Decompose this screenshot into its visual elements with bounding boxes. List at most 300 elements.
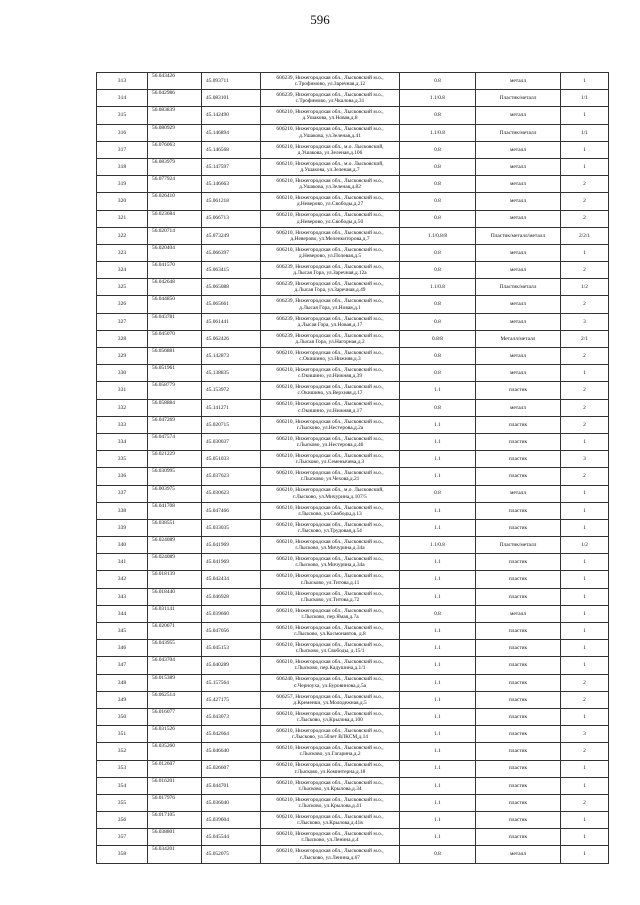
address-line-1: 606210, Нижегородская обл., м.о. Лысковский, [276,160,384,167]
row-number-cell: 337 [97,485,148,502]
table-row [97,279,609,296]
address-cell [261,640,400,657]
material-cell: металл [476,605,561,622]
longitude-cell: 45.063415 [202,262,261,279]
latitude-cell: 56.043426 [148,73,202,90]
address-line-2: г.Лысково, ул.Гагарина,д.2 [299,751,361,758]
latitude-cell: 56.077924 [148,176,202,193]
address-line-2: с.Трофимово, ул.Чкалова,д.31 [295,98,365,105]
longitude-cell: 45.044701 [202,777,261,794]
longitude-cell: 45.047466 [202,502,261,519]
table-row [97,554,609,571]
address-line-2: д.Неверово, ул.Свободы,д.50 [296,218,364,225]
row-number-cell: 334 [97,433,148,450]
longitude-cell: 45.033035 [202,519,261,536]
table-row [97,296,609,313]
latitude-cell: 56.058884 [148,399,202,416]
latitude-cell: 56.083839 [148,107,202,124]
address-line-1: 606210, Нижегородская обл., м.о. Лысковский, [276,487,384,494]
table-row [97,141,609,158]
address-cell [261,279,400,296]
count-cell: 1 [561,73,609,90]
count-cell: 1 [561,657,609,674]
longitude-cell: 45.066713 [202,210,261,227]
volume-cell: 1.1 [400,726,476,743]
row-number-cell: 330 [97,365,148,382]
volume-cell: 0.8 [400,210,476,227]
volume-cell: 1.1 [400,691,476,708]
table-row [97,124,609,141]
address-line-1: 606210, Нижегородская обл., Лысковский м.о., [276,710,384,717]
row-number-cell: 348 [97,674,148,691]
latitude-cell: 56.024089 [148,554,202,571]
volume-cell: 1.1 [400,812,476,829]
material-cell: металл [476,193,561,210]
latitude-cell: 56.041708 [148,502,202,519]
longitude-cell: 45.041969 [202,554,261,571]
table-row [97,193,609,210]
address-line-1: 606210, Нижегородская обл., Лысковский м.о., [276,349,384,356]
table-row [97,365,609,382]
count-cell: 2 [561,468,609,485]
address-line-2: г.Лысково, ул.Коминтерна,д.18 [294,768,366,775]
count-cell: 2 [561,176,609,193]
address-cell [261,176,400,193]
address-cell [261,451,400,468]
longitude-cell: 45.041969 [202,537,261,554]
longitude-cell: 45.065661 [202,296,261,313]
latitude-cell: 56.042648 [148,279,202,296]
count-cell: 2 [561,416,609,433]
address-cell [261,124,400,141]
table-row [97,777,609,794]
address-line-2: г.Лысково, ул.Нестерова,д.2а [296,424,364,431]
address-line-2: г.Лысково, ул.Мичурина,д.107/5 [293,493,367,500]
table-row [97,708,609,725]
count-cell: 1 [561,141,609,158]
volume-cell: 1.1 [400,708,476,725]
latitude-cell: 56.020404 [148,244,202,261]
table-row [97,451,609,468]
address-cell [261,502,400,519]
count-cell: 2 [561,210,609,227]
address-line-2: г.Лысково, ул.Чехова,д.21 [300,476,360,483]
row-number-cell: 347 [97,657,148,674]
table-row [97,537,609,554]
address-cell [261,416,400,433]
address-cell [261,605,400,622]
address-cell [261,537,400,554]
longitude-cell: 45.141271 [202,399,261,416]
volume-cell: 0.8 [400,846,476,863]
material-cell: металл [476,348,561,365]
count-cell: 2/2/1 [561,227,609,244]
row-number-cell: 316 [97,124,148,141]
volume-cell: 1.1 [400,416,476,433]
address-line-1: 606240, Нижегородская обл., Лысковский м.о., [276,676,384,683]
longitude-cell: 45.045544 [202,829,261,846]
count-cell: 1 [561,777,609,794]
material-cell: пластик [476,726,561,743]
address-cell [261,708,400,725]
latitude-cell: 56.056881 [148,348,202,365]
count-cell: 1 [561,760,609,777]
address-line-1: 606210, Нижегородская обл., Лысковский м.о., [276,607,384,614]
volume-cell: 1.1 [400,743,476,760]
table-row [97,90,609,107]
address-line-1: 606210, Нижегородская обл., Лысковский м.о., [276,384,384,391]
volume-cell: 1.1 [400,640,476,657]
address-cell [261,846,400,863]
address-cell [261,829,400,846]
table-row [97,829,609,846]
material-cell: металл [476,141,561,158]
row-number-cell: 323 [97,244,148,261]
latitude-cell: 56.041570 [148,262,202,279]
address-line-1: 606210, Нижегородская обл., Лысковский м.о., [276,109,384,116]
address-line-2: д.Лысая Гора, ул.Нагорная,д.2 [295,338,365,345]
latitude-cell: 56.017105 [148,812,202,829]
table-row [97,657,609,674]
longitude-cell: 45.146663 [202,176,261,193]
table-row [97,485,609,502]
volume-cell: 1.1/0.8 [400,90,476,107]
latitude-cell: 56.058779 [148,382,202,399]
address-line-1: 606210, Нижегородская обл., Лысковский м.о., [276,521,384,528]
address-cell [261,90,400,107]
volume-cell: 1.1 [400,760,476,777]
count-cell: 2 [561,296,609,313]
address-line-2: д.Ушакова, ул.Зеленая,д.106 [297,149,363,156]
latitude-cell: 56.043704 [148,657,202,674]
latitude-cell: 56.031141 [148,605,202,622]
material-cell: пластик [476,554,561,571]
address-line-1: 606210, Нижегородская обл., Лысковский м.о., [276,573,384,580]
table-row [97,73,609,90]
count-cell: 1/1 [561,124,609,141]
row-number-cell: 340 [97,537,148,554]
row-number-cell: 349 [97,691,148,708]
address-line-2: г.Лысково, ул.50лет ВЛКСМ,д.14 [292,734,368,741]
count-cell: 2 [561,691,609,708]
count-cell: 1 [561,433,609,450]
row-number-cell: 329 [97,348,148,365]
material-cell: Пластик/металл [476,90,561,107]
volume-cell: 0.8 [400,244,476,261]
table-row [97,262,609,279]
latitude-cell: 56.021229 [148,451,202,468]
latitude-cell: 56.018440 [148,588,202,605]
address-line-2: с.Окишино, ул.Нижняя,д.17 [297,407,363,414]
row-number-cell: 357 [97,829,148,846]
latitude-cell: 56.076063 [148,141,202,158]
volume-cell: 0.8 [400,485,476,502]
latitude-cell: 56.062514 [148,691,202,708]
address-line-1: 606210, Нижегородская обл., Лысковский м.о., [276,659,384,666]
table-row [97,330,609,347]
count-cell: 2 [561,674,609,691]
address-cell [261,262,400,279]
page-number: 596 [310,12,330,27]
latitude-cell: 56.023684 [148,210,202,227]
latitude-cell: 56.035260 [148,743,202,760]
address-line-2: д.Ушакова, ул.Зеленая,д.82 [299,184,361,191]
row-number-cell: 336 [97,468,148,485]
address-line-2: г.Лысково, ул.Крылова,д.34 [298,785,362,792]
row-number-cell: 327 [97,313,148,330]
table-row [97,244,609,261]
table-row [97,640,609,657]
address-line-2: д.Неверово, ул.Полевая,д.5 [298,252,362,259]
material-cell: металл [476,485,561,502]
material-cell: пластик [476,829,561,846]
address-line-1: 606210, Нижегородская обл., Лысковский м.о., [276,642,384,649]
latitude-cell: 56.038551 [148,519,202,536]
address-line-1: 606210, Нижегородская обл., Лысковский м.о., [276,470,384,477]
row-number-cell: 356 [97,812,148,829]
latitude-cell: 56.012607 [148,760,202,777]
latitude-cell: 56.047574 [148,433,202,450]
latitude-cell: 56.042986 [148,90,202,107]
count-cell: 1 [561,365,609,382]
count-cell: 1 [561,519,609,536]
longitude-cell: 45.051033 [202,451,261,468]
latitude-cell: 56.031526 [148,726,202,743]
address-line-1: 606210, Нижегородская обл., Лысковский м.о., [276,178,384,185]
volume-cell: 0.8 [400,193,476,210]
latitude-cell: 56.018139 [148,571,202,588]
row-number-cell: 325 [97,279,148,296]
address-line-2: д.Неверово, ул.Меленкиторова,д.7 [290,235,370,242]
longitude-cell: 45.045153 [202,640,261,657]
material-cell: пластик [476,794,561,811]
longitude-cell: 45.066397 [202,244,261,261]
latitude-cell: 56.015389 [148,674,202,691]
latitude-cell: 56.016201 [148,777,202,794]
address-line-2: с.Окишино, ул.Верхняя,д.17 [297,390,363,397]
address-line-1: 606210, Нижегородская обл., Лысковский м.о., [276,195,384,202]
material-cell: пластик [476,743,561,760]
row-number-cell: 354 [97,777,148,794]
volume-cell: 1.1 [400,502,476,519]
address-line-2: с.Окишино, ул.Нижняя,д.39 [297,373,363,380]
table-row [97,382,609,399]
address-line-2: д.Ушакова, ул.Зеленая,д.41 [299,132,361,139]
table-row [97,605,609,622]
address-line-2: г.Лысково, пер.Ямая,д.7а [301,613,359,620]
address-line-2: г.Лысково, ул.Мичурина,д.34а [295,545,365,552]
table-row [97,691,609,708]
table-row [97,433,609,450]
table-row [97,416,609,433]
address-line-2: г.Лысково, ул.Крылова,д.41 [298,802,362,809]
volume-cell: 1.1 [400,571,476,588]
material-cell: пластик [476,588,561,605]
table-row [97,588,609,605]
address-line-2: с.Окишино, ул.Нижняя,д.3 [299,356,361,363]
address-cell [261,554,400,571]
table-row [97,571,609,588]
material-cell: металл [476,244,561,261]
volume-cell: 1.1 [400,519,476,536]
material-cell: металл [476,107,561,124]
material-cell: пластик [476,519,561,536]
address-cell [261,519,400,536]
address-line-2: г.Лысково, ул.Крылова,д.100 [297,717,363,724]
count-cell: 2 [561,399,609,416]
address-line-1: 606210, Нижегородская обл., Лысковский м.о., [276,796,384,803]
material-cell: металл [476,365,561,382]
longitude-cell: 45.036040 [202,794,261,811]
material-cell: Пластик/металл [476,279,561,296]
address-line-1: 606210, Нижегородская обл., Лысковский м.о., [276,367,384,374]
address-cell [261,244,400,261]
address-line-2: г.Лысково, ул.Ленина,д.4 [301,837,359,844]
address-line-1: 606210, Нижегородская обл., Лысковский м.о., [276,538,384,545]
count-cell: 1 [561,554,609,571]
address-cell [261,399,400,416]
table-row [97,794,609,811]
material-cell: пластик [476,674,561,691]
volume-cell: 1.1 [400,433,476,450]
count-cell: 1 [561,829,609,846]
latitude-cell: 56.083979 [148,158,202,175]
table-row [97,812,609,829]
longitude-cell: 45.043073 [202,708,261,725]
latitude-cell: 56.043955 [148,640,202,657]
longitude-cell: 45.039660 [202,605,261,622]
longitude-cell: 45.427175 [202,691,261,708]
address-cell [261,485,400,502]
longitude-cell: 45.026607 [202,760,261,777]
count-cell: 1/1 [561,90,609,107]
material-cell: пластик [476,691,561,708]
material-cell: Пластик/металл/металл [476,227,561,244]
address-line-1: 606210, Нижегородская обл., Лысковский м.о., [276,435,384,442]
longitude-cell: 45.153972 [202,382,261,399]
address-cell [261,73,400,90]
volume-cell: 0.8 [400,399,476,416]
table-row [97,348,609,365]
address-cell [261,348,400,365]
material-cell: металл [476,846,561,863]
volume-cell: 0.8 [400,296,476,313]
address-line-2: г.Лысково, ул.Крылова,д.41в [297,820,363,827]
address-line-1: 606210, Нижегородская обл., Лысковский м.о., [276,453,384,460]
address-cell [261,158,400,175]
longitude-cell: 45.037623 [202,468,261,485]
table-row [97,313,609,330]
count-cell: 2/1 [561,330,609,347]
count-cell: 2 [561,794,609,811]
row-number-cell: 350 [97,708,148,725]
longitude-cell: 45.042434 [202,571,261,588]
count-cell: 1 [561,640,609,657]
address-line-2: г.Лысково, ул.Семенычева,д.3 [295,459,365,466]
address-line-2: д.Лысая Гора, ул.Новая,д.1 [299,304,361,311]
address-line-2: г.Лысково, ул.Ленина,д.67 [300,854,360,861]
address-cell [261,313,400,330]
longitude-cell: 45.083101 [202,90,261,107]
address-cell [261,760,400,777]
address-cell [261,674,400,691]
longitude-cell: 45.020715 [202,416,261,433]
volume-cell: 0.8 [400,605,476,622]
count-cell: 1 [561,158,609,175]
address-line-2: г.Лысково, ул.Мичурина,д.34а [295,562,365,569]
count-cell: 1/2 [561,279,609,296]
count-cell: 1 [561,846,609,863]
address-line-2: д.Лысая Гора, ул.Заречная,д.49 [294,287,366,294]
material-cell: Пластик/металл [476,537,561,554]
latitude-cell: 56.016077 [148,708,202,725]
address-line-1: 606210, Нижегородская обл., Лысковский м.о., [276,418,384,425]
material-cell: металл [476,210,561,227]
longitude-cell: 45.046640 [202,743,261,760]
container-sites-table [96,72,609,864]
volume-cell: 1.1 [400,777,476,794]
longitude-cell: 45.062426 [202,330,261,347]
latitude-cell: 56.026410 [148,193,202,210]
volume-cell: 1.1 [400,623,476,640]
longitude-cell: 45.061441 [202,313,261,330]
volume-cell: 1.1 [400,794,476,811]
table-row [97,846,609,863]
address-line-1: 606210, Нижегородская обл., Лысковский м.о., [276,401,384,408]
row-number-cell: 333 [97,416,148,433]
row-number-cell: 332 [97,399,148,416]
longitude-cell: 45.147597 [202,158,261,175]
address-line-1: 606210, Нижегородская обл., Лысковский м.о., [276,762,384,769]
material-cell: пластик [476,760,561,777]
row-number-cell: 318 [97,158,148,175]
row-number-cell: 321 [97,210,148,227]
address-line-1: 606210, Нижегородская обл., Лысковский м.о., [276,779,384,786]
address-cell [261,588,400,605]
volume-cell: 1.1 [400,451,476,468]
row-number-cell: 346 [97,640,148,657]
material-cell: пластик [476,708,561,725]
address-cell [261,691,400,708]
table-row [97,623,609,640]
address-cell [261,433,400,450]
latitude-cell: 56.038801 [148,829,202,846]
address-cell [261,571,400,588]
address-cell [261,141,400,158]
address-line-1: 606210, Нижегородская обл., Лысковский м.о., [276,229,384,236]
table-row [97,107,609,124]
material-cell: пластик [476,433,561,450]
latitude-cell: 56.044850 [148,296,202,313]
address-line-2: д.Лысая Гора, ул.Заречная,д.12а [293,270,367,277]
latitude-cell: 56.020714 [148,227,202,244]
row-number-cell: 320 [97,193,148,210]
volume-cell: 1.1 [400,674,476,691]
volume-cell: 1.1 [400,468,476,485]
longitude-cell: 45.146568 [202,141,261,158]
row-number-cell: 344 [97,605,148,622]
count-cell: 2 [561,193,609,210]
address-cell [261,777,400,794]
address-line-1: 606210, Нижегородская обл., Лысковский м.о., [276,246,384,253]
latitude-cell: 56.017976 [148,794,202,811]
row-number-cell: 339 [97,519,148,536]
count-cell: 2 [561,382,609,399]
material-cell: пластик [476,657,561,674]
table-row [97,158,609,175]
material-cell: Пластик/металл [476,124,561,141]
address-line-1: 606239, Нижегородская обл., Лысковский м.о., [276,92,384,99]
